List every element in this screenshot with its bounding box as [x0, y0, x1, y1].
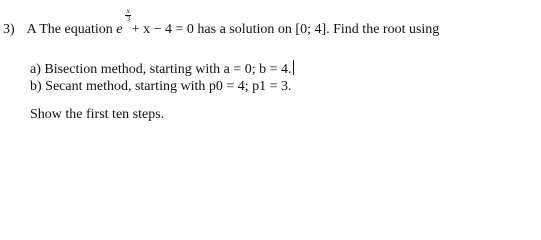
- statement-lead: A The equation: [26, 22, 117, 37]
- exp-base: e: [116, 22, 123, 37]
- part-a-text: a) Bisection method, starting with a = 0; b = 4.: [30, 62, 292, 77]
- exp-fraction: [124, 8, 132, 23]
- exponential-term: [116, 7, 130, 39]
- text-cursor: [293, 60, 294, 75]
- part-b-row: [30, 78, 292, 96]
- part-b-text: b) Secant method, starting with p0 = 4; p1 = 3.: [30, 79, 292, 94]
- exp-numerator: x: [126, 7, 130, 15]
- part-a-row: [30, 60, 294, 79]
- instruction-text: Show the first ten steps.: [30, 107, 165, 122]
- problem-statement: [3, 7, 440, 39]
- statement-rest: + x − 4 = 0 has a solution on [0; 4]. Find the root using: [128, 22, 440, 37]
- instruction-row: [30, 106, 164, 124]
- problem-number: 3): [3, 22, 15, 37]
- exp-denominator: 3: [126, 15, 130, 23]
